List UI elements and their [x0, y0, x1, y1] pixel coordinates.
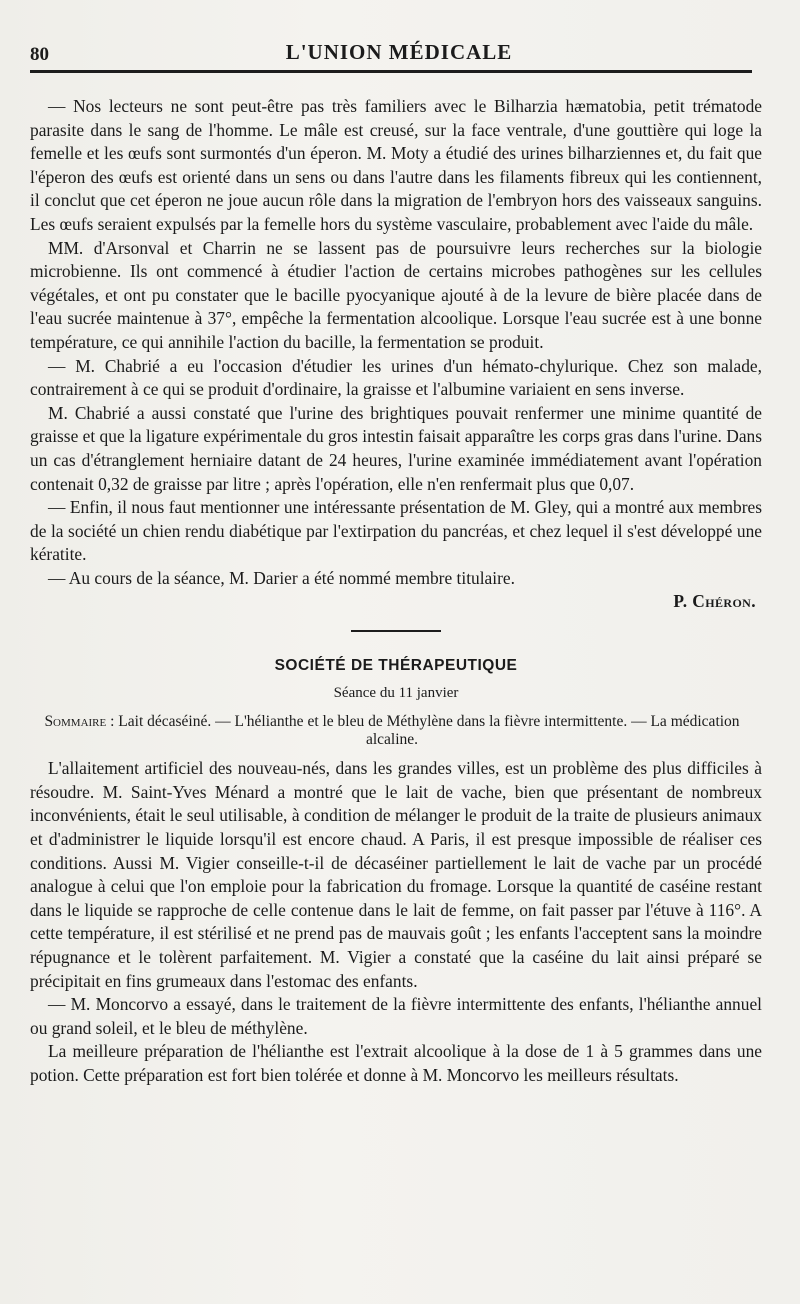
- biology-report: [30, 95, 768, 1088]
- paragraph-chabrie-urine: — M. Chabrié a eu l'occasion d'étudier les urines d'un hémato-chylurique. Chez son malade, contrairement à ce qui se produit d'ordinaire, la graisse et l'albumine variaient en sens inverse.: [30, 355, 762, 400]
- journal-title: L'UNION MÉDICALE: [285, 40, 513, 64]
- summary-text: Lait décaséiné. — L'hélianthe et le bleu de Méthylène dans la fièvre intermittente. — La médication alcaline.: [118, 713, 740, 749]
- session-date: Séance du 11 janvier: [333, 684, 459, 701]
- therapeutics-report: [30, 757, 762, 1087]
- paragraph-microbial-biology: MM. d'Arsonval et Charrin ne se lassent pas de poursuivre leurs recherches sur la biologie microbienne. Ils ont commencé à étudier l'action de certains microbes pathogènes sur les cellules végétales, et ont pu constater que le bacille pyocyanique ajouté à de la levure de bière placée dans de l'eau sucrée maintenue à 37°, empêche la fermentation alcoolique. Lorsque l'eau sucrée est à une bonne température, ce qui annihile l'action du bacille, la fermentation se produit.: [30, 237, 762, 352]
- summary: [30, 713, 754, 749]
- paragraph-moncorvo-trial: — M. Moncorvo a essayé, dans le traitement de la fièvre intermittente des enfants, l'hélianthe annuel ou grand soleil, et le bleu de méthylène.: [30, 994, 762, 1038]
- paragraph-chabrie-fat: M. Chabrié a aussi constaté que l'urine des brightiques pouvait renfermer une minime quantité de graisse et que la ligature expérimentale du gros intestin faisait apparaître les corps gras dans l'urine. Dans un cas d'étranglement herniaire datant de 24 heures, l'urine examinée immédiatement avant l'opération contenait 0,32 de graisse par litre ; après l'opération, elle n'en renfermait plus que 0,07.: [30, 402, 762, 494]
- summary-label: Sommaire :: [44, 713, 115, 731]
- paragraph-gley-presentation: — Enfin, il nous faut mentionner une intéressante présentation de M. Gley, qui a montré aux membres de la société un chien rendu diabétique par l'extirpation du pancréas, et chez lequel il s'est développé une kératite.: [30, 497, 762, 565]
- paragraph-helianthe-dose: La meilleure préparation de l'hélianthe est l'extrait alcoolique à la dose de 1 à 5 grammes dans une potion. Cette préparation est fort bien tolérée et donne à M. Moncorvo les meilleurs résultats.: [30, 1041, 762, 1085]
- paragraph-decaseinated-milk: L'allaitement artificiel des nouveau-nés, dans les grandes villes, est un problème des plus difficiles à résoudre. M. Saint-Yves Ménard a montré que le lait de vache, bien que présentant de nombreux inconvénients, était le seul utilisable, à condition de mélanger le produit de la traite de plusieurs animaux et d'administrer le liquide lorsqu'il est encore chaud. A Paris, il est presque impossible de réaliser ces conditions. Aussi M. Vigier conseille-t-il de décaséiner partiellement le lait de vache par un procédé analogue à celui que l'on emploie pour la fabrication du fromage. Lorsque la quantité de caséine restant dans le liquide se rapproche de celle contenue dans le lait de femme, on fait passer par l'étuve à 116°. A cette température, il est stérilisé et ne prend pas de mauvais goût ; les enfants l'acceptent sans la moindre répugnance et le tolèrent parfaitement. M. Vigier a constaté que la caséine du lait ainsi préparé se précipitait en fins grumeaux dans l'estomac des enfants.: [30, 758, 762, 991]
- page-number: 80: [30, 44, 49, 65]
- header-rule: [30, 70, 752, 73]
- author-signature: P. Chéron.: [673, 591, 756, 612]
- running-head: [30, 30, 768, 64]
- section-title: SOCIÉTÉ DE THÉRAPEUTIQUE: [274, 657, 518, 675]
- paragraph-darier-nomination: — Au cours de la séance, M. Darier a été nommé membre titulaire.: [48, 567, 515, 588]
- paragraph-bilharzia: — Nos lecteurs ne sont peut-être pas très familiers avec le Bilharzia hæmatobia, petit trématode parasite dans le sang de l'homme. Le mâle est creusé, sur la face ventrale, d'une gouttière qui loge la femelle et les œufs sont surmontés d'un éperon. M. Moty a étudié des urines bilharziennes et, du fait que l'éperon des œufs est orienté dans un sens ou dans l'autre dans les filaments fibreux qui les contiennent, il conclut que cet éperon ne joue aucun rôle dans la migration de l'embryon hors des vaisseaux sanguins. Les œufs seraient expulsés par la femelle hors du système vasculaire, probablement avec l'aide du mâle.: [30, 96, 762, 234]
- section-separator: [351, 630, 441, 632]
